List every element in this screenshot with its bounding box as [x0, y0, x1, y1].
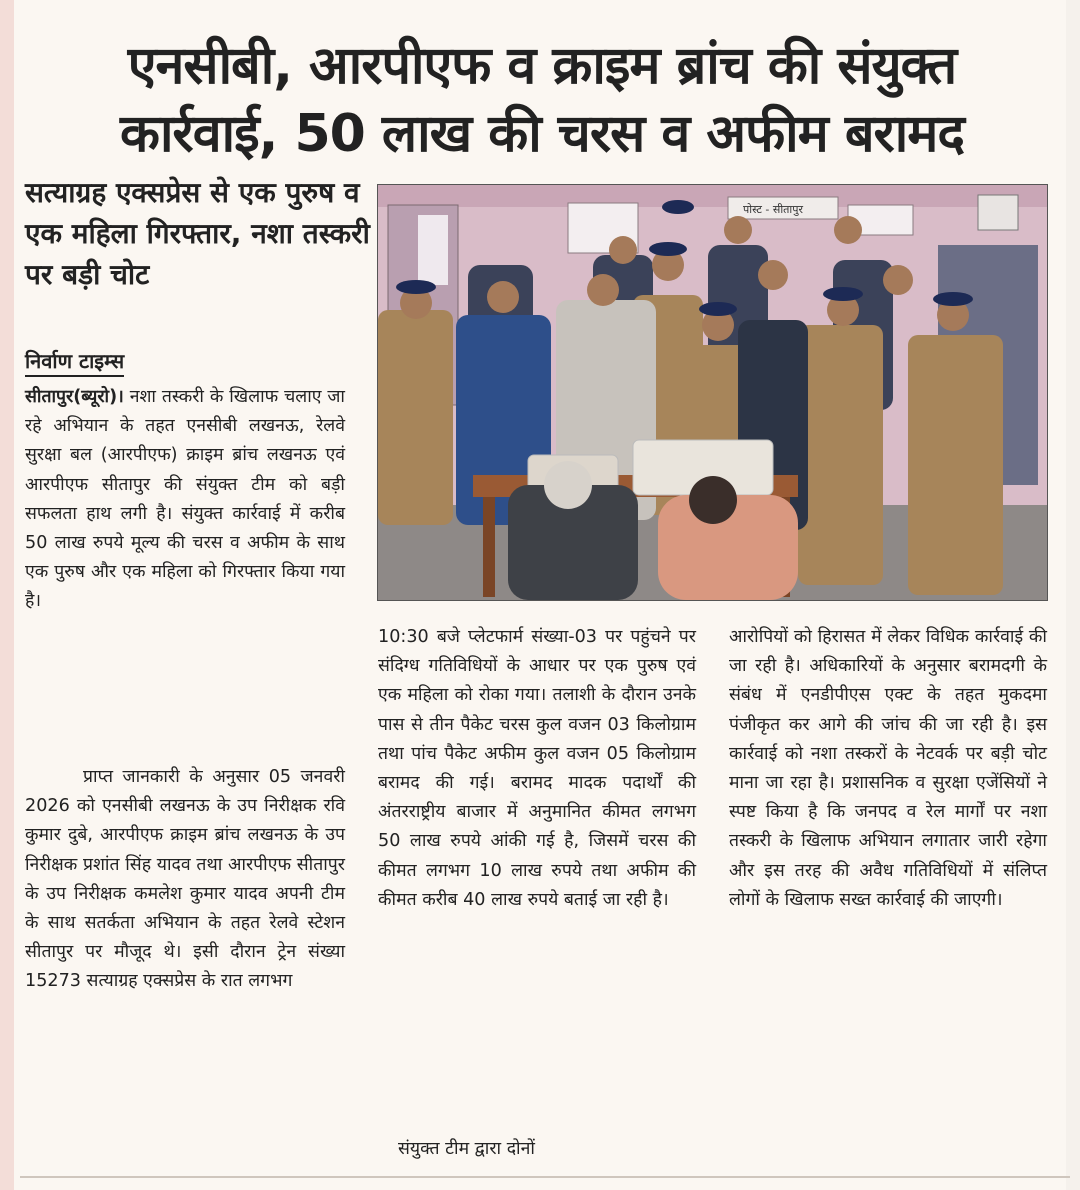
- photo-sign-text: पोस्ट - सीतापुर: [743, 203, 804, 216]
- headline-line-1: एनसीबी, आरपीएफ व क्राइम ब्रांच की संयुक्त: [127, 36, 957, 96]
- subheadline: सत्याग्रह एक्सप्रेस से एक पुरुष व एक महिला गिरफ्तार, नशा तस्करी पर बड़ी चोट: [25, 176, 370, 291]
- para-2-text: प्राप्त जानकारी के अनुसार 05 जनवरी 2026 को एनसीबी लखनऊ के उप निरीक्षक रवि कुमार दुबे, आरपीएफ क्राइम ब्रांच लखनऊ के उप निरीक्षक प्रशांत सिंह यादव तथा आरपीएफ सीतापुर के उप निरीक्षक कमलेश कुमार यादव अपनी टीम के साथ सतर्कता अभियान के तहत रेलवे स्टेशन सीतापुर पर मौजूद थे। इसी दौरान ट्रेन संख्या 15273 सत्याग्रह एक्सप्रेस के रात लगभग: [25, 767, 345, 992]
- article-column-1-para-1: [25, 383, 345, 617]
- column-3-text: आरोपियों को हिरासत में लेकर विधिक कार्रवाई की जा रही है। अधिकारियों के अनुसार बरामदगी के संबंध में एनडीपीएस एक्ट के तहत मुकदमा पंजीकृत कर आगे की जांच की जा रही है। इस कार्रवाई को नशा तस्करों के नेटवर्क पर बड़ी चोट माना जा रहा है। प्रशासनिक व सुरक्षा एजेंसियों ने स्पष्ट किया है कि जनपद व रेल मार्गों पर नशा तस्करी के खिलाफ अभियान लगातार जारी रहेगा और इस तरह की अवैध गतिविधियों में संलिप्त लोगों के खिलाफ सख्त कार्रवाई की जाएगी।: [729, 627, 1047, 910]
- page-left-margin: [0, 0, 14, 1190]
- page-right-margin: [1066, 0, 1080, 1190]
- article-column-3: [729, 623, 1047, 915]
- article-column-2-end: [378, 1135, 696, 1164]
- headline-line-2: कार्रवाई, 50 लाख की चरस व अफीम बरामद: [120, 104, 964, 164]
- article-column-2: [378, 623, 696, 915]
- column-2-text: 10:30 बजे प्लेटफार्म संख्या-03 पर पहुंचने पर संदिग्ध गतिविधियों के आधार पर एक पुरुष एवं एक महिला को रोका गया। तलाशी के दौरान उनके पास से तीन पैकेट चरस कुल वजन 03 किलोग्राम तथा पांच पैकेट अफीम कुल वजन 05 किलोग्राम बरामद की गई। बरामद मादक पदार्थों की अंतरराष्ट्रीय बाजार में अनुमानित कीमत लगभग 50 लाख रुपये आंकी गई है, जिसमें चरस की कीमत लगभग 10 लाख रुपये तथा अफीम की कीमत करीब 40 लाख रुपये बताई जा रही है।: [378, 627, 696, 910]
- news-photo: [377, 184, 1048, 601]
- bottom-rule: [20, 1176, 1070, 1178]
- article-column-1-para-2: [25, 763, 345, 997]
- photo-illustration: [378, 185, 1047, 600]
- dateline: सीतापुर(ब्यूरो)।: [25, 387, 124, 407]
- column-2-end-text: संयुक्त टीम द्वारा दोनों: [398, 1139, 535, 1159]
- para-1-text: नशा तस्करी के खिलाफ चलाए जा रहे अभियान के तहत एनसीबी लखनऊ, रेलवे सुरक्षा बल (आरपीएफ) क्राइम ब्रांच लखनऊ एवं आरपीएफ सीतापुर की संयुक्त टीम को बड़ी सफलता हाथ लगी है। संयुक्त कार्रवाई में करीब 50 लाख रुपये मूल्य की चरस व अफीम के साथ एक पुरुष और एक महिला को गिरफ्तार किया गया है।: [25, 387, 345, 612]
- byline: निर्वाण टाइम्स: [25, 347, 124, 377]
